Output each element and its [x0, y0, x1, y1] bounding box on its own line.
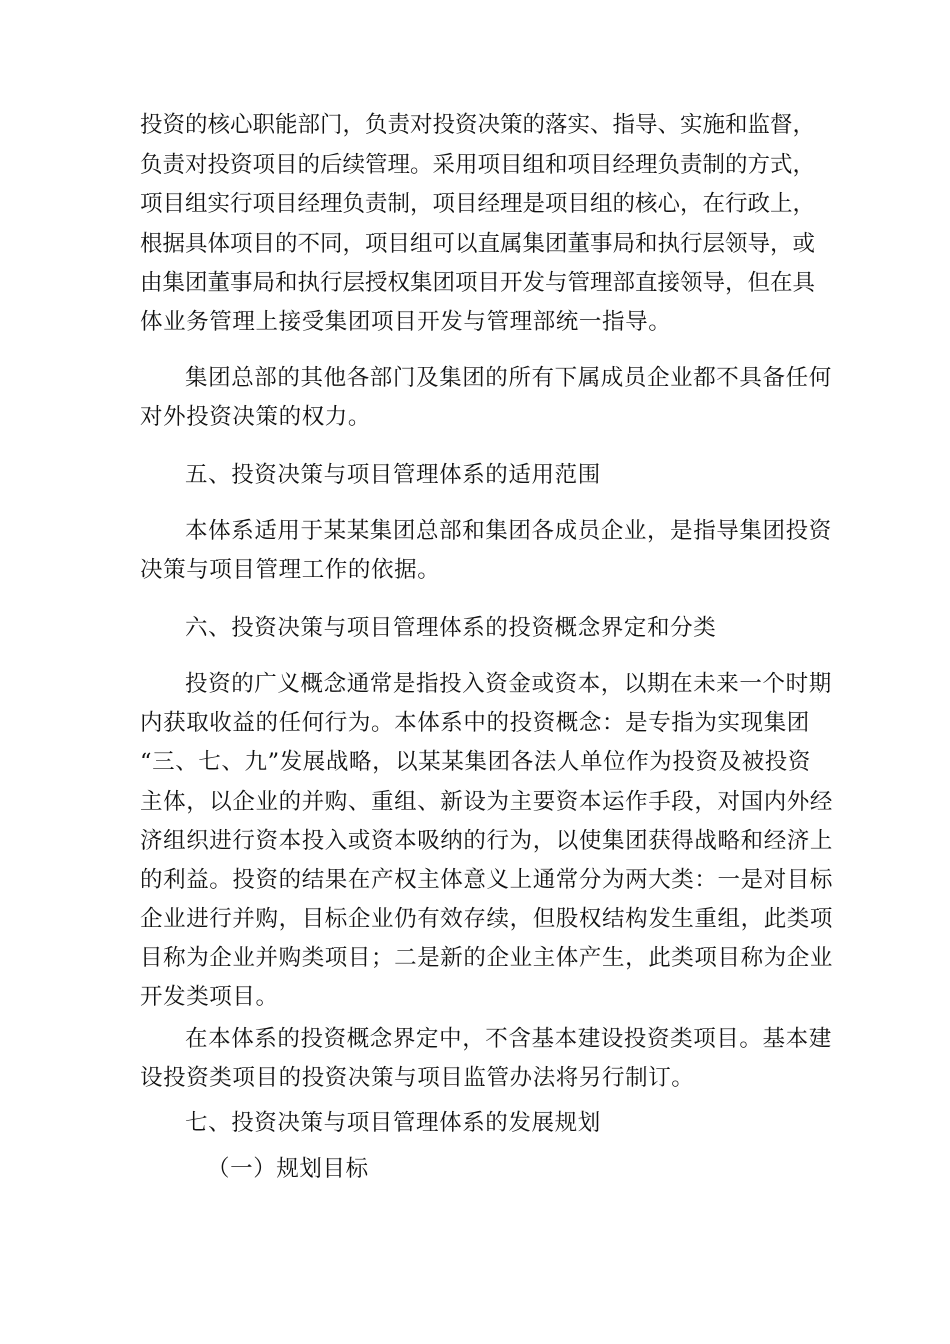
paragraph-line: 项目组实行项目经理负责制，项目经理是项目组的核心，在行政上，	[140, 191, 816, 217]
paragraph-line: 体业务管理上接受集团项目开发与管理部统一指导。	[140, 309, 672, 335]
paragraph-line: 集团总部的其他各部门及集团的所有下属成员企业都不具备任何	[185, 365, 832, 391]
paragraph-line: 开发类项目。	[140, 984, 279, 1010]
paragraph-line: 本体系适用于某某集团总部和集团各成员企业，是指导集团投资	[185, 518, 832, 544]
paragraph-line: “三、七、九”发展战略，以某某集团各法人单位作为投资及被投资	[140, 749, 812, 775]
paragraph-line: 决策与项目管理工作的依据。	[140, 557, 441, 583]
subsection-heading: （一）规划目标	[207, 1156, 369, 1182]
paragraph-line: 投资的广义概念通常是指投入资金或资本，以期在未来一个时期	[185, 671, 832, 697]
paragraph-line: 投资的核心职能部门，负责对投资决策的落实、指导、实施和监督，	[140, 112, 816, 138]
paragraph-line: 企业进行并购，目标企业仍有效存续，但股权结构发生重组，此类项	[140, 906, 834, 932]
paragraph-line: 济组织进行资本投入或资本吸纳的行为，以使集团获得战略和经济上	[140, 828, 834, 854]
paragraph-line: 由集团董事局和执行层授权集团项目开发与管理部直接领导，但在具	[140, 270, 816, 296]
paragraph-line: 在本体系的投资概念界定中，不含基本建设投资类项目。基本建	[185, 1026, 832, 1052]
paragraph-line: 主体，以企业的并购、重组、新设为主要资本运作手段，对国内外经	[140, 789, 834, 815]
paragraph-line: 根据具体项目的不同，项目组可以直属集团董事局和执行层领导，或	[140, 231, 816, 257]
paragraph-line: 目称为企业并购类项目；二是新的企业主体产生，此类项目称为企业	[140, 945, 834, 971]
paragraph-line: 的利益。投资的结果在产权主体意义上通常分为两大类：一是对目标	[140, 867, 834, 893]
paragraph-line: 对外投资决策的权力。	[140, 404, 372, 430]
section-heading: 六、投资决策与项目管理体系的投资概念界定和分类	[185, 615, 717, 641]
paragraph-line: 内获取收益的任何行为。本体系中的投资概念：是专指为实现集团	[140, 710, 810, 736]
paragraph-line: 负责对投资项目的后续管理。采用项目组和项目经理负责制的方式，	[140, 152, 816, 178]
paragraph-line: 设投资类项目的投资决策与项目监管办法将另行制订。	[140, 1065, 695, 1091]
section-heading: 七、投资决策与项目管理体系的发展规划	[185, 1110, 601, 1136]
section-heading: 五、投资决策与项目管理体系的适用范围	[185, 462, 601, 488]
